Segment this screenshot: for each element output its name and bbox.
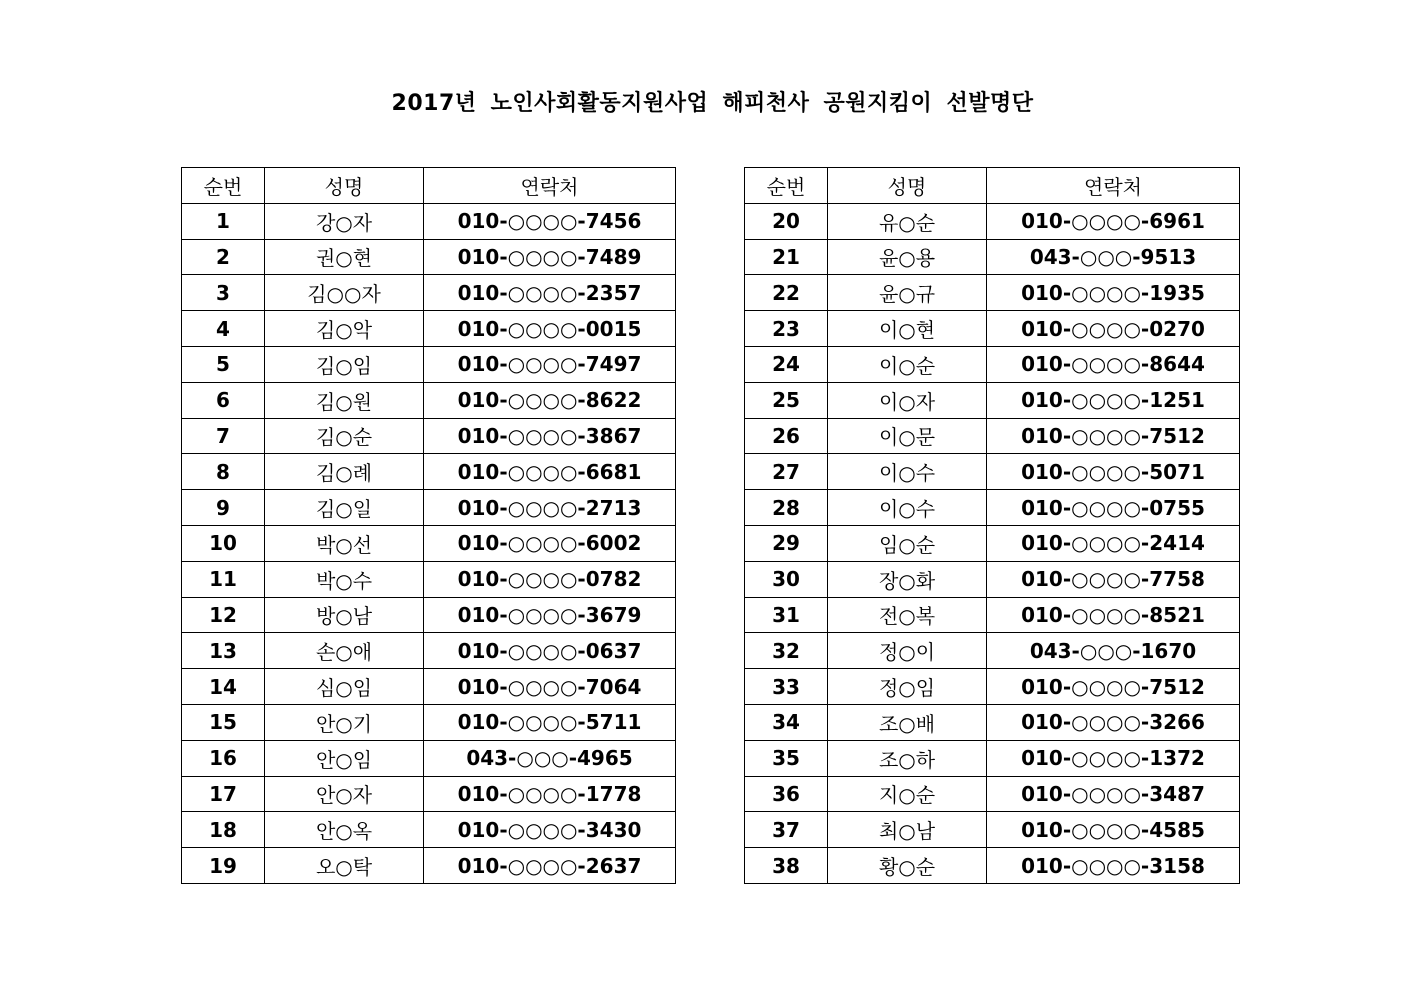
header-name: 성명	[828, 168, 987, 204]
phone-number: 010-○○○○-3679	[424, 597, 676, 633]
person-name: 이○현	[828, 311, 987, 347]
table-row	[182, 382, 676, 418]
person-name: 유○순	[828, 203, 987, 239]
person-name: 임○순	[828, 525, 987, 561]
table-row	[182, 525, 676, 561]
person-name: 이○자	[828, 382, 987, 418]
phone-number: 010-○○○○-7512	[987, 418, 1240, 454]
row-number: 18	[182, 812, 265, 848]
row-number: 12	[182, 597, 265, 633]
table-row	[182, 669, 676, 705]
row-number: 13	[182, 633, 265, 669]
roster-body-right	[745, 203, 1240, 883]
person-name: 전○복	[828, 597, 987, 633]
header-number: 순번	[745, 168, 828, 204]
row-number: 6	[182, 382, 265, 418]
person-name: 정○이	[828, 633, 987, 669]
table-row	[745, 633, 1240, 669]
table-row	[745, 704, 1240, 740]
table-header-row	[745, 168, 1240, 204]
row-number: 15	[182, 704, 265, 740]
row-number: 30	[745, 561, 828, 597]
person-name: 최○남	[828, 812, 987, 848]
row-number: 2	[182, 239, 265, 275]
person-name: 심○임	[265, 669, 424, 705]
person-name: 강○자	[265, 203, 424, 239]
phone-number: 010-○○○○-3867	[424, 418, 676, 454]
table-row	[745, 561, 1240, 597]
person-name: 이○수	[828, 454, 987, 490]
table-row	[182, 740, 676, 776]
row-number: 34	[745, 704, 828, 740]
phone-number: 010-○○○○-6961	[987, 203, 1240, 239]
header-contact: 연락처	[987, 168, 1240, 204]
phone-number: 010-○○○○-8644	[987, 346, 1240, 382]
row-number: 8	[182, 454, 265, 490]
person-name: 안○기	[265, 704, 424, 740]
person-name: 윤○용	[828, 239, 987, 275]
person-name: 김○일	[265, 490, 424, 526]
row-number: 23	[745, 311, 828, 347]
phone-number: 010-○○○○-3430	[424, 812, 676, 848]
person-name: 지○순	[828, 776, 987, 812]
phone-number: 043-○○○-1670	[987, 633, 1240, 669]
phone-number: 010-○○○○-7758	[987, 561, 1240, 597]
table-row	[182, 239, 676, 275]
phone-number: 010-○○○○-7489	[424, 239, 676, 275]
person-name: 이○순	[828, 346, 987, 382]
header-name: 성명	[265, 168, 424, 204]
table-row	[745, 525, 1240, 561]
table-row	[745, 346, 1240, 382]
person-name: 윤○규	[828, 275, 987, 311]
table-row	[745, 311, 1240, 347]
table-row	[182, 311, 676, 347]
row-number: 10	[182, 525, 265, 561]
row-number: 32	[745, 633, 828, 669]
row-number: 29	[745, 525, 828, 561]
phone-number: 010-○○○○-1372	[987, 740, 1240, 776]
roster-table-left	[181, 167, 676, 884]
phone-number: 010-○○○○-2414	[987, 525, 1240, 561]
table-row	[182, 704, 676, 740]
person-name: 이○수	[828, 490, 987, 526]
row-number: 37	[745, 812, 828, 848]
table-row	[745, 382, 1240, 418]
row-number: 9	[182, 490, 265, 526]
phone-number: 010-○○○○-0782	[424, 561, 676, 597]
row-number: 33	[745, 669, 828, 705]
person-name: 오○탁	[265, 848, 424, 884]
table-row	[182, 561, 676, 597]
row-number: 25	[745, 382, 828, 418]
table-row	[182, 454, 676, 490]
row-number: 38	[745, 848, 828, 884]
person-name: 김○순	[265, 418, 424, 454]
person-name: 권○현	[265, 239, 424, 275]
row-number: 21	[745, 239, 828, 275]
table-row	[745, 812, 1240, 848]
person-name: 조○하	[828, 740, 987, 776]
row-number: 27	[745, 454, 828, 490]
person-name: 김○○자	[265, 275, 424, 311]
row-number: 4	[182, 311, 265, 347]
person-name: 박○수	[265, 561, 424, 597]
person-name: 김○임	[265, 346, 424, 382]
phone-number: 010-○○○○-0270	[987, 311, 1240, 347]
row-number: 3	[182, 275, 265, 311]
phone-number: 010-○○○○-2713	[424, 490, 676, 526]
row-number: 11	[182, 561, 265, 597]
row-number: 14	[182, 669, 265, 705]
person-name: 안○옥	[265, 812, 424, 848]
phone-number: 010-○○○○-6681	[424, 454, 676, 490]
phone-number: 010-○○○○-7456	[424, 203, 676, 239]
table-row	[182, 776, 676, 812]
row-number: 35	[745, 740, 828, 776]
table-row	[745, 740, 1240, 776]
phone-number: 010-○○○○-1778	[424, 776, 676, 812]
table-row	[745, 776, 1240, 812]
person-name: 안○자	[265, 776, 424, 812]
person-name: 정○임	[828, 669, 987, 705]
table-row	[745, 669, 1240, 705]
row-number: 26	[745, 418, 828, 454]
table-row	[182, 275, 676, 311]
row-number: 22	[745, 275, 828, 311]
table-row	[745, 490, 1240, 526]
row-number: 31	[745, 597, 828, 633]
page-title: 2017년 노인사회활동지원사업 해피천사 공원지킴이 선발명단	[391, 91, 1034, 116]
person-name: 김○악	[265, 311, 424, 347]
table-row	[182, 203, 676, 239]
phone-number: 010-○○○○-8622	[424, 382, 676, 418]
phone-number: 010-○○○○-2637	[424, 848, 676, 884]
table-row	[745, 454, 1240, 490]
table-row	[182, 848, 676, 884]
phone-number: 010-○○○○-8521	[987, 597, 1240, 633]
phone-number: 010-○○○○-1251	[987, 382, 1240, 418]
person-name: 안○임	[265, 740, 424, 776]
phone-number: 010-○○○○-5711	[424, 704, 676, 740]
table-row	[745, 275, 1240, 311]
table-row	[182, 346, 676, 382]
phone-number: 010-○○○○-3266	[987, 704, 1240, 740]
row-number: 16	[182, 740, 265, 776]
table-row	[182, 633, 676, 669]
row-number: 19	[182, 848, 265, 884]
row-number: 36	[745, 776, 828, 812]
phone-number: 043-○○○-4965	[424, 740, 676, 776]
phone-number: 010-○○○○-6002	[424, 525, 676, 561]
phone-number: 010-○○○○-4585	[987, 812, 1240, 848]
table-row	[745, 239, 1240, 275]
person-name: 김○원	[265, 382, 424, 418]
row-number: 5	[182, 346, 265, 382]
roster-table-right	[744, 167, 1240, 884]
table-row	[745, 418, 1240, 454]
table-row	[182, 418, 676, 454]
row-number: 7	[182, 418, 265, 454]
phone-number: 010-○○○○-3158	[987, 848, 1240, 884]
table-row	[182, 490, 676, 526]
phone-number: 010-○○○○-0015	[424, 311, 676, 347]
phone-number: 010-○○○○-1935	[987, 275, 1240, 311]
table-row	[745, 203, 1240, 239]
row-number: 24	[745, 346, 828, 382]
phone-number: 010-○○○○-2357	[424, 275, 676, 311]
table-header-row	[182, 168, 676, 204]
row-number: 20	[745, 203, 828, 239]
row-number: 28	[745, 490, 828, 526]
phone-number: 043-○○○-9513	[987, 239, 1240, 275]
phone-number: 010-○○○○-7064	[424, 669, 676, 705]
person-name: 조○배	[828, 704, 987, 740]
phone-number: 010-○○○○-7512	[987, 669, 1240, 705]
table-row	[745, 597, 1240, 633]
phone-number: 010-○○○○-0637	[424, 633, 676, 669]
header-number: 순번	[182, 168, 265, 204]
table-row	[182, 812, 676, 848]
row-number: 17	[182, 776, 265, 812]
phone-number: 010-○○○○-5071	[987, 454, 1240, 490]
table-row	[745, 848, 1240, 884]
table-row	[182, 597, 676, 633]
roster-body-left	[182, 203, 676, 883]
person-name: 황○순	[828, 848, 987, 884]
row-number: 1	[182, 203, 265, 239]
person-name: 김○례	[265, 454, 424, 490]
phone-number: 010-○○○○-0755	[987, 490, 1240, 526]
header-contact: 연락처	[424, 168, 676, 204]
person-name: 장○화	[828, 561, 987, 597]
person-name: 손○애	[265, 633, 424, 669]
phone-number: 010-○○○○-3487	[987, 776, 1240, 812]
person-name: 이○문	[828, 418, 987, 454]
person-name: 방○남	[265, 597, 424, 633]
person-name: 박○선	[265, 525, 424, 561]
phone-number: 010-○○○○-7497	[424, 346, 676, 382]
